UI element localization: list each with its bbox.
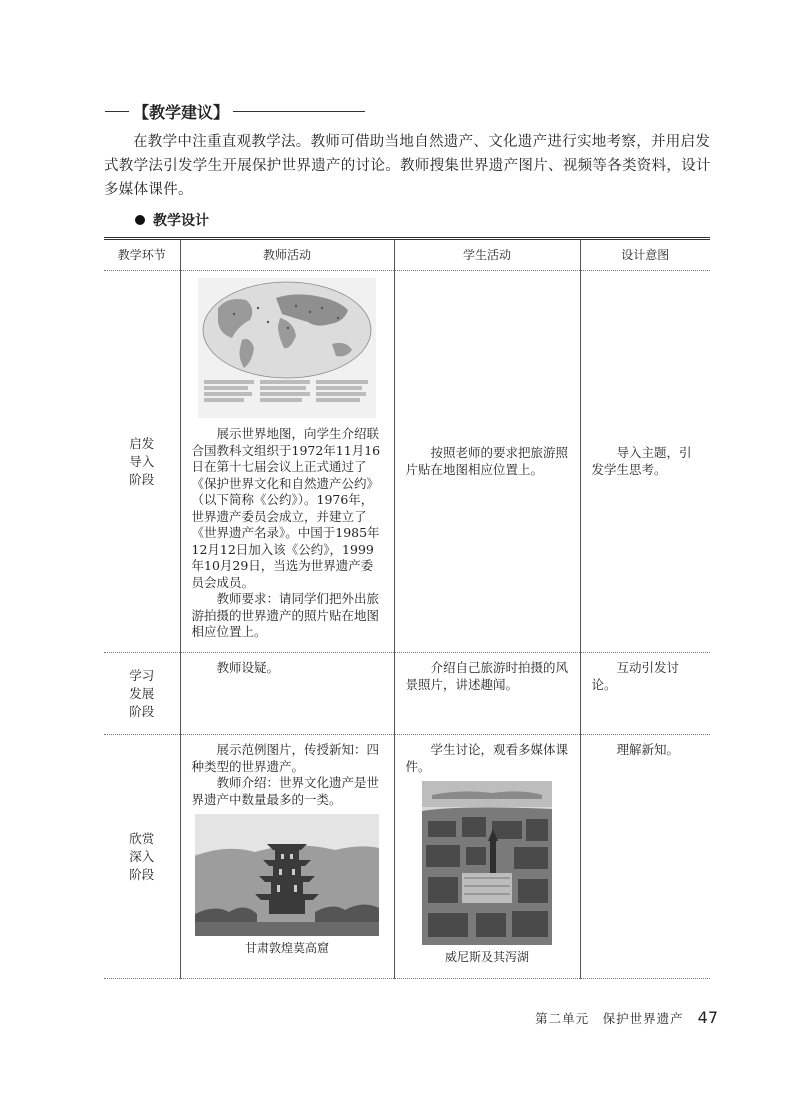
mogao-caves-photo: [195, 814, 379, 936]
teacher-activity-cell: [180, 271, 394, 653]
teacher-text: 展示范例图片，传授新知：四种类型的世界遗产。: [191, 742, 380, 774]
stage-cell: 欣赏 深入 阶段: [104, 735, 180, 979]
page-footer: [508, 1008, 718, 1032]
subsection-title: 教学设计: [153, 213, 209, 229]
student-text: 按照老师的要求把旅游照片贴在地图相应位置上。: [405, 445, 569, 477]
table-row: [104, 271, 710, 653]
intent-text: 理解新知。: [616, 742, 680, 757]
venice-caption: 威尼斯及其泻湖: [444, 950, 529, 964]
design-intent-cell: [580, 653, 710, 735]
student-activity-cell: [394, 653, 580, 735]
teacher-text: 教师设疑。: [216, 660, 280, 675]
design-intent-cell: [580, 271, 710, 653]
section-title: 【教学建议】: [133, 102, 230, 122]
teacher-text: 教师介绍：世界文化遗产是世界遗产中数量最多的一类。: [191, 775, 380, 807]
stage-cell: 学习 发展 阶段: [104, 653, 180, 735]
lesson-design-table: [104, 237, 710, 979]
header-stage: 教学环节: [104, 239, 180, 271]
world-map-image: [198, 278, 376, 418]
teacher-text: 教师要求：请同学们把外出旅游拍摄的世界遗产的照片贴在地图相应位置上。: [191, 591, 380, 639]
teacher-activity-cell: [180, 735, 394, 979]
student-text: 介绍自己旅游时拍摄的风景照片，讲述趣闻。: [405, 660, 569, 692]
student-activity-cell: [394, 271, 580, 653]
header-student-activity: 学生活动: [394, 239, 580, 271]
intent-text: 互动引发讨论。: [591, 660, 680, 692]
page-number: 47: [697, 1008, 718, 1027]
student-text: 学生讨论，观看多媒体课件。: [405, 742, 569, 774]
header-teacher-activity: 教师活动: [180, 239, 394, 271]
table-row: [104, 735, 710, 979]
student-activity-cell: [394, 735, 580, 979]
teacher-activity-cell: [180, 653, 394, 735]
venice-lagoon-photo: [422, 781, 552, 945]
footer-unit-title: 第二单元 保护世界遗产: [535, 1011, 684, 1026]
section-heading: [105, 100, 365, 122]
intent-text: 导入主题，引发学生思考。: [591, 445, 692, 477]
table-row: [104, 653, 710, 735]
mogao-caves-caption: 甘肃敦煌莫高窟: [244, 941, 329, 955]
header-design-intent: 设计意图: [580, 239, 710, 271]
stage-cell: 启发 导入 阶段: [104, 271, 180, 653]
heading-rule-right: [233, 111, 365, 112]
intro-paragraph: 在教学中注重直观教学法。教师可借助当地自然遗产、文化遗产进行实地考察，并用启发式教学法引发学生开展保护世界遗产的讨论。教师搜集世界遗产图片、视频等各类资料，设计多媒体课件。: [104, 134, 711, 198]
subsection-heading: [135, 210, 209, 230]
heading-rule-left: [105, 111, 129, 112]
intro-text: [104, 130, 716, 202]
teacher-text: 展示世界地图，向学生介绍联合国教科文组织于1972年11月16日在第十七届会议上正式通过了《保护世界文化和自然遗产公约》（以下简称《公约》）。1976年，世界遗产委员会成立，并建立了《世界遗产名录》。中国于1985年12月12日加入该《公约》，1999年10月29日，当选为世界遗产委员会成员。: [191, 426, 381, 590]
design-intent-cell: [580, 735, 710, 979]
bullet-dot-icon: [135, 215, 145, 225]
table-header-row: [104, 239, 710, 271]
